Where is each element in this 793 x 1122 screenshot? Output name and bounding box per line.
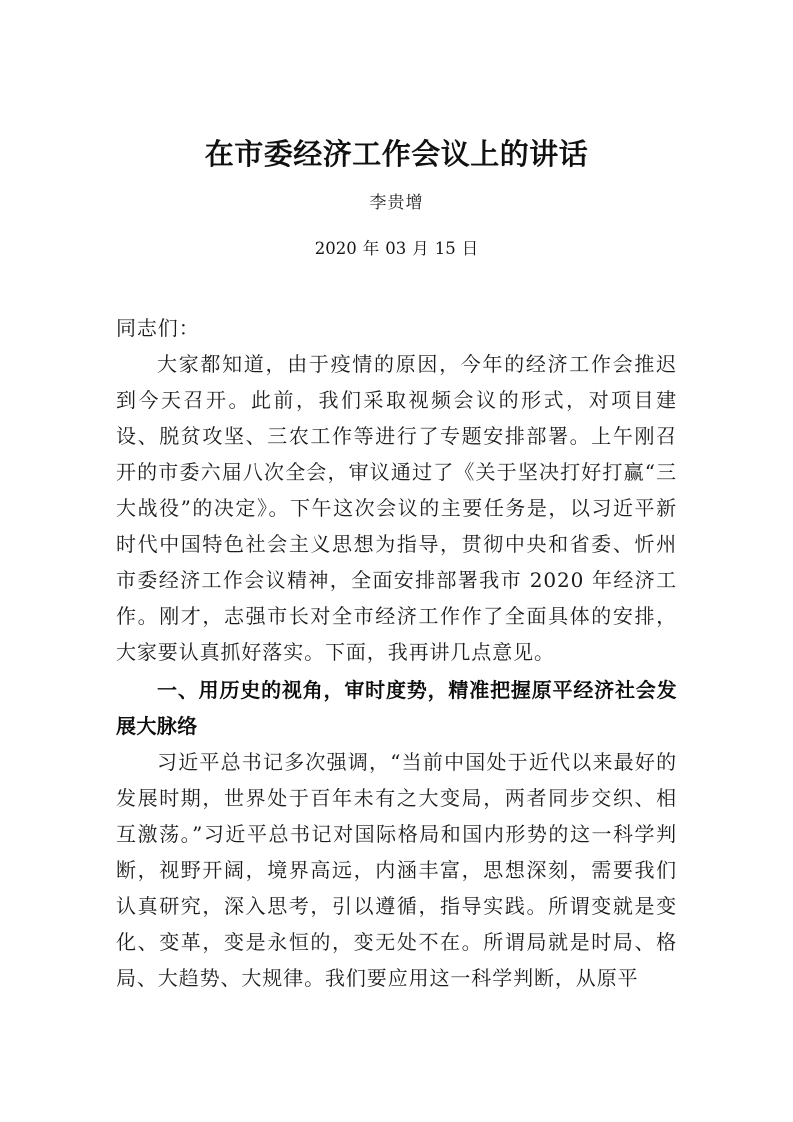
body-paragraph: 习近平总书记多次强调，“当前中国处于近代以来最好的发展时期，世界处于百年未有之大变局，两者同步交织、相互激荡。”习近平总书记对国际格局和国内形势的这一科学判断，视野开阔，境界高远，内涵丰富，思想深刻，需要我们认真研究，深入思考，引以遵循，指导实践。所谓变就是变化、变革，变是永恒的，变无处不在。所谓局就是时局、格局、大趋势、大规律。我们要应用这一科学判断，从原平: [116, 750, 677, 990]
body-paragraph: 大家都知道，由于疫情的原因，今年的经济工作会推迟到今天召开。此前，我们采取视频会议的形式，对项目建设、脱贫攻坚、三农工作等进行了专题安排部署。上午刚召开的市委六届八次全会，审议通过了《关于坚决打好打赢“三大战役”的决定》。下午这次会议的主要任务是，以习近平新时代中国特色社会主义思想为指导，贯彻中央和省委、忻州市委经济工作会议精神，全面安排部署我市 2020 年经济工作。刚才，志强市长对全市经济工作作了全面具体的安排，大家要认真抓好落实。下面，我再讲几点意见。: [116, 352, 677, 664]
date-month: 03: [385, 239, 407, 258]
date-year: 2020: [314, 239, 357, 258]
date-month-label: 月: [412, 239, 429, 258]
page-title: 在市委经济工作会议上的讲话: [204, 137, 589, 171]
document-content: [116, 0, 677, 996]
date-day: 15: [434, 239, 456, 258]
document-body: [116, 262, 677, 996]
document-author: 李贵增: [369, 193, 424, 213]
date-day-label: 日: [461, 239, 479, 258]
document-date: [116, 216, 677, 262]
date-year-label: 年: [362, 239, 380, 258]
salutation: 同志们：: [116, 316, 200, 340]
section-heading-1: 一、用历史的视角，审时度势，精准把握原平经济社会发展大脉络: [116, 678, 677, 738]
